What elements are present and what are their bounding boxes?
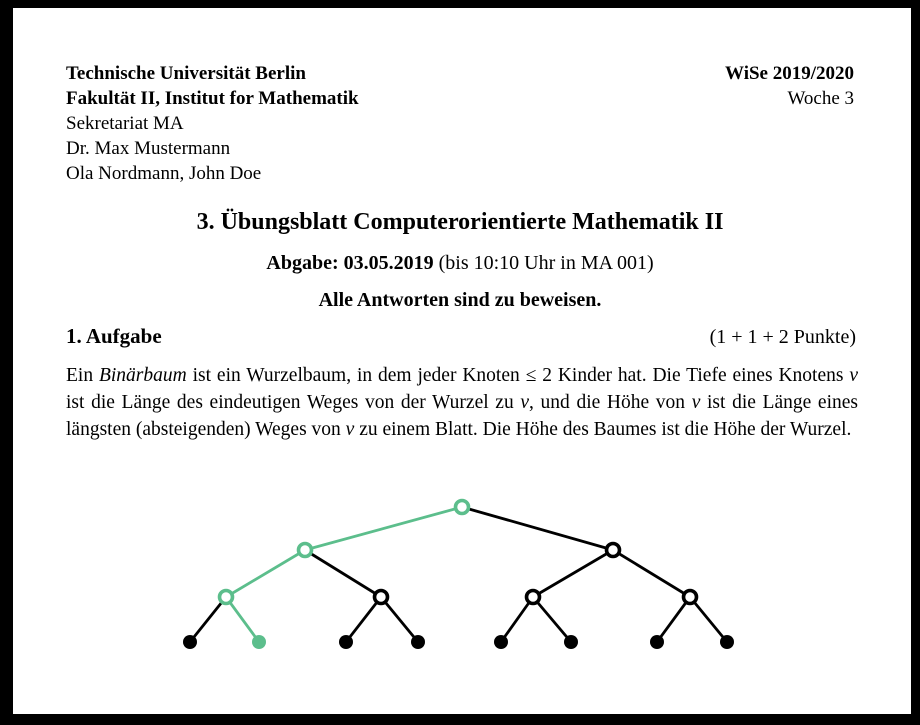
proof-notice: Alle Antworten sind zu beweisen. — [318, 289, 602, 311]
binary-tree-diagram — [150, 480, 770, 670]
task-description — [66, 362, 858, 443]
tree-node-n10 — [299, 544, 312, 557]
tree-node-l4 — [494, 635, 508, 649]
tree-node-l6 — [650, 635, 664, 649]
assistants-line: Ola Nordmann, John Doe — [66, 163, 262, 184]
tree-edge-n20-l1 — [226, 597, 259, 642]
variable-v: v — [691, 392, 701, 413]
tree-edge-n10-n20 — [226, 550, 305, 597]
faculty-name: Fakultät II, Institut for Mathematik — [66, 88, 359, 109]
submission-line — [66, 252, 854, 275]
task-header-row — [66, 324, 856, 349]
tree-edge-n10-n21 — [305, 550, 381, 597]
page-border-left — [0, 0, 13, 725]
tree-edge-n21-l3 — [381, 597, 418, 642]
tree-edge-n20-l0 — [190, 597, 226, 642]
tree-node-l7 — [720, 635, 734, 649]
header-left-block — [66, 61, 359, 186]
tree-node-root — [456, 501, 469, 514]
week-label: Woche 3 — [787, 88, 854, 109]
term-binaerbaum: Binärbaum — [98, 365, 187, 386]
tree-edge-n21-l2 — [346, 597, 381, 642]
page-border-bottom — [0, 714, 920, 725]
tree-edge-n22-l5 — [533, 597, 571, 642]
sheet-title: 3. Übungsblatt Computerorientierte Mathematik II — [196, 209, 724, 235]
page-border-right — [911, 0, 920, 725]
tree-node-l3 — [411, 635, 425, 649]
paragraph-segment: Ein — [66, 365, 99, 386]
tree-node-l5 — [564, 635, 578, 649]
paragraph-segment: ist die Länge des eindeutigen Weges von der Wurzel zu — [66, 392, 521, 413]
tree-edge-n23-l6 — [657, 597, 690, 642]
page-border-top — [0, 0, 920, 8]
lecturer-line: Dr. Max Mustermann — [66, 138, 231, 159]
tree-node-l2 — [339, 635, 353, 649]
task-points: (1 + 1 + 2 Punkte) — [709, 326, 856, 348]
paragraph-segment: ist ein Wurzelbaum, in dem jeder Knoten ≤ 2 Kinder hat. Die Tiefe eines Knotens — [186, 365, 850, 386]
paragraph-segment: ist die Länge eines längsten (absteigenden) Weges von — [66, 392, 858, 440]
tree-node-l0 — [183, 635, 197, 649]
header-right-block — [725, 61, 854, 111]
tree-node-l1 — [252, 635, 266, 649]
tree-node-n21 — [375, 591, 388, 604]
variable-v: v — [849, 365, 858, 386]
task-heading: 1. Aufgabe — [66, 324, 162, 348]
tree-edge-n11-n22 — [533, 550, 613, 597]
variable-v: v — [520, 392, 530, 413]
paragraph-segment: zu einem Blatt. Die Höhe des Baumes ist die Höhe der Wurzel. — [354, 419, 852, 440]
paragraph-segment: , und die Höhe von — [529, 392, 692, 413]
tree-node-n11 — [607, 544, 620, 557]
tree-edge-n11-n23 — [613, 550, 690, 597]
tree-node-n23 — [684, 591, 697, 604]
tree-node-n22 — [527, 591, 540, 604]
tree-node-n20 — [220, 591, 233, 604]
binary-tree-svg — [150, 480, 770, 670]
secretariat-line: Sekretariat MA — [66, 113, 184, 134]
submission-details: (bis 10:10 Uhr in MA 001) — [433, 252, 654, 274]
semester-label: WiSe 2019/2020 — [725, 63, 854, 84]
university-name: Technische Universität Berlin — [66, 63, 306, 84]
tree-edge-n23-l7 — [690, 597, 727, 642]
tree-edge-root-n10 — [305, 507, 462, 550]
tree-edge-root-n11 — [462, 507, 613, 550]
submission-deadline: Abgabe: 03.05.2019 — [266, 252, 434, 274]
variable-v: v — [345, 419, 355, 440]
